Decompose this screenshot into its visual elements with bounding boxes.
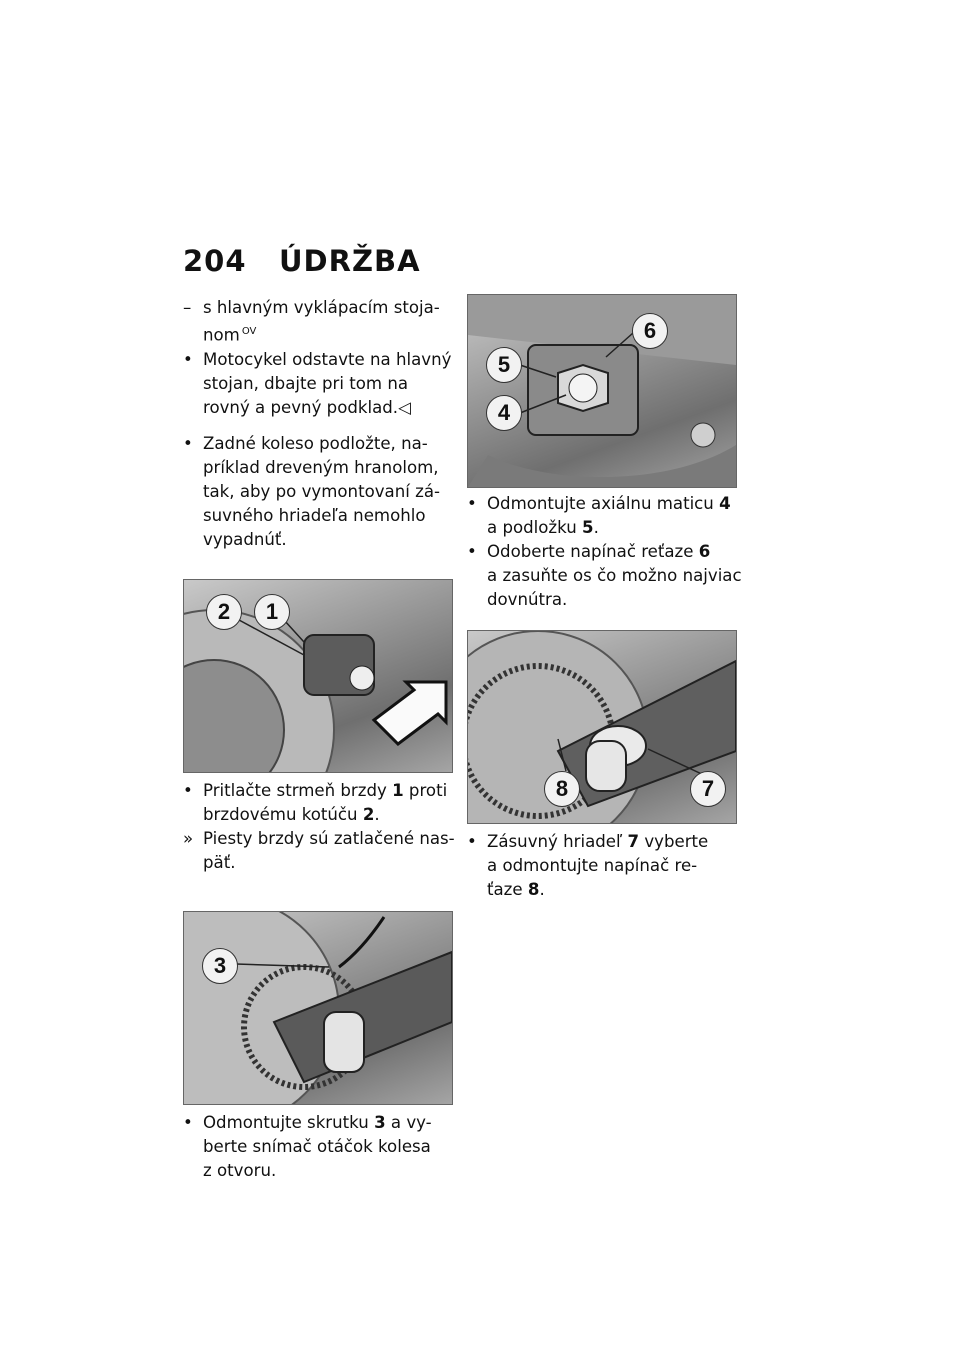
figure-chain-adjuster [467, 630, 737, 824]
condition-item: – s hlavným vyklápacím stoja- nom $^{OV}$ [183, 298, 440, 345]
page-number: 204 [183, 244, 247, 278]
step-item: • Odmontujte axiálnu maticu 4 a podložku 5. [467, 494, 731, 537]
bullet-marker: • [183, 433, 193, 453]
callout-3: 3 [202, 948, 238, 984]
callout-4: 4 [486, 395, 522, 431]
figure-wheel-speed-sensor [183, 911, 453, 1105]
step-item: • Odmontujte skrutku 3 a vy- berte snímač otáčok kolesa z otvoru. [183, 1112, 432, 1180]
bullet-marker: • [183, 1112, 193, 1132]
bullet-marker: • [467, 832, 477, 851]
figure-brake-caliper [183, 579, 453, 773]
end-marker-icon: ◁ [398, 397, 411, 417]
left-column [183, 296, 463, 1183]
callout-5: 5 [486, 347, 522, 383]
dash-marker: – [183, 298, 192, 317]
chapter-title: ÚDRŽBA [279, 244, 421, 278]
bullet-marker: • [467, 542, 477, 561]
bullet-marker: • [467, 494, 477, 513]
callout-7: 7 [690, 771, 726, 807]
callout-6: 6 [632, 313, 668, 349]
page-header [183, 244, 421, 284]
option-superscript: OV [241, 326, 257, 337]
step-item: • Pritlačte strmeň brzdy 1 proti brzdovému kotúču 2. [183, 780, 448, 824]
result-item: » Piesty brzdy sú zatlačené nas- päť. [183, 828, 455, 872]
speed-sensor-illustration [184, 912, 452, 1104]
bullet-marker: • [183, 349, 193, 369]
callout-1: 1 [254, 594, 290, 630]
result-marker: » [183, 828, 194, 848]
axle-nut-illustration [468, 295, 736, 487]
step-item: • Zadné koleso podložte, na- príklad dreveným hranolom, tak, aby po vymontovaní zá- suvného hriadeľa nemohlo vypadnúť. [183, 433, 440, 549]
callout-2: 2 [206, 594, 242, 630]
step-item: • Odoberte napínač reťaze 6 a zasuňte os čo možno najviac dovnútra. [467, 542, 742, 609]
right-column [467, 294, 747, 902]
step-item: • Motocykel odstavte na hlavný stojan, dbajte pri tom na rovný a pevný podklad.◁ [183, 349, 452, 417]
step-item: • Zásuvný hriadeľ 7 vyberte a odmontujte napínač re- ťaze 8. [467, 832, 709, 899]
bullet-marker: • [183, 780, 193, 800]
callout-8: 8 [544, 771, 580, 807]
figure-axle-nut [467, 294, 737, 488]
